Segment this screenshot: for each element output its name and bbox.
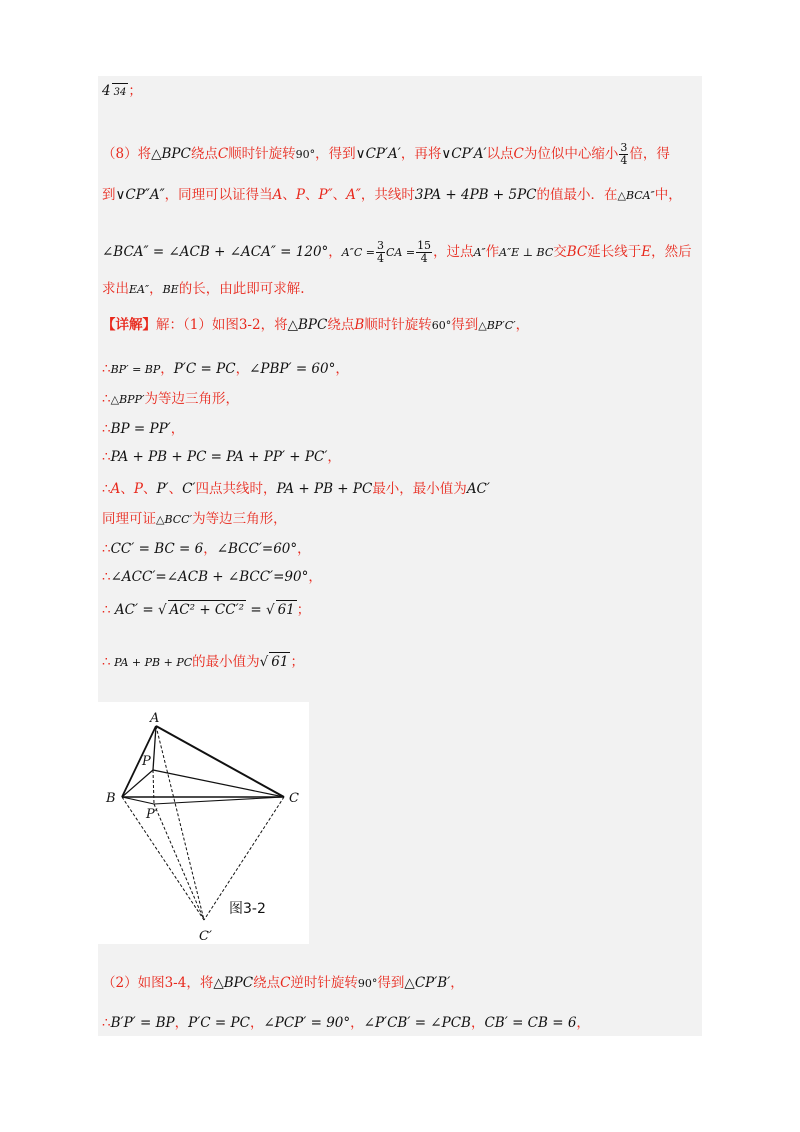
label-b: B — [106, 791, 116, 806]
text-line-13: ∴∠ACC′=∠ACB + ∠BCC′=90°， — [102, 569, 322, 585]
text-line-14: ∴ AC′ = √ AC² + CC′² = √ 61 ； — [102, 602, 311, 618]
text-line-12: ∴CC′ = BC = 6，∠BCC′=60°， — [102, 541, 311, 557]
text-line-6: ∴BP′ = BP，P′C = PC，∠PBP′ = 60°， — [102, 361, 349, 377]
label-c-prime: C′ — [199, 929, 212, 944]
text-line-7: ∴△BPP′为等边三角形， — [102, 391, 239, 407]
text-line-4: 求出EA″，BE的长，由此即可求解. — [102, 281, 305, 297]
text-line-1: （8）将△BPC绕点C顺时针旋转90°，得到∨CP′A′，再将∨CP′A′以点C为位似中心缩小 $\frac{3}{4}$ 倍，得 — [102, 141, 670, 167]
text-line-15: ∴ PA + PB + PC的最小值为√ 61 ； — [102, 654, 304, 670]
label-a: A — [150, 711, 160, 726]
text-line-2: 到∨CP″A″，同理可以证得当A、P、P″、A″，共线时3PA + 4PB + 5PC的值最小．在△BCA″中， — [102, 187, 682, 203]
text-line-5: 【详解】解：（1）如图3-2，将△BPC绕点B顺时针旋转60°得到△BP′C′， — [102, 317, 530, 333]
label-c: C — [289, 791, 299, 806]
text-line-10: ∴A、P、P′、C′四点共线时，PA + PB + PC最小，最小值为AC′ — [102, 481, 490, 497]
text-line-3: ∠BCA″ = ∠ACB + ∠ACA″ = 120°，A″C = $\frac{3}{4}$ CA = $\frac{15}{4}$ ，过点A″作A″E ⊥ BC交BC延长线于E，然后 — [102, 239, 692, 265]
text-line-11: 同理可证△BCC′为等边三角形， — [102, 511, 287, 527]
figure-caption: 图3-2 — [229, 901, 266, 917]
triangle-rotation-diagram — [98, 702, 309, 944]
label-p-prime: P′ — [146, 807, 158, 822]
text-line-0: 4 34 ； — [102, 82, 142, 102]
text-line-8: ∴BP = PP′， — [102, 421, 185, 437]
text-line-17: ∴B′P′ = BP，P′C = PC，∠PCP′ = 90°，∠P′CB′ = ∠PCB，CB′ = CB = 6， — [102, 1015, 590, 1031]
text-line-9: ∴PA + PB + PC = PA + PP′ + PC′， — [102, 449, 341, 465]
geometry-figure-3-2 — [98, 702, 309, 944]
label-p: P — [142, 754, 151, 769]
text-line-16: （2）如图3-4，将△BPC绕点C逆时针旋转90°得到△CP′B′， — [102, 975, 464, 991]
